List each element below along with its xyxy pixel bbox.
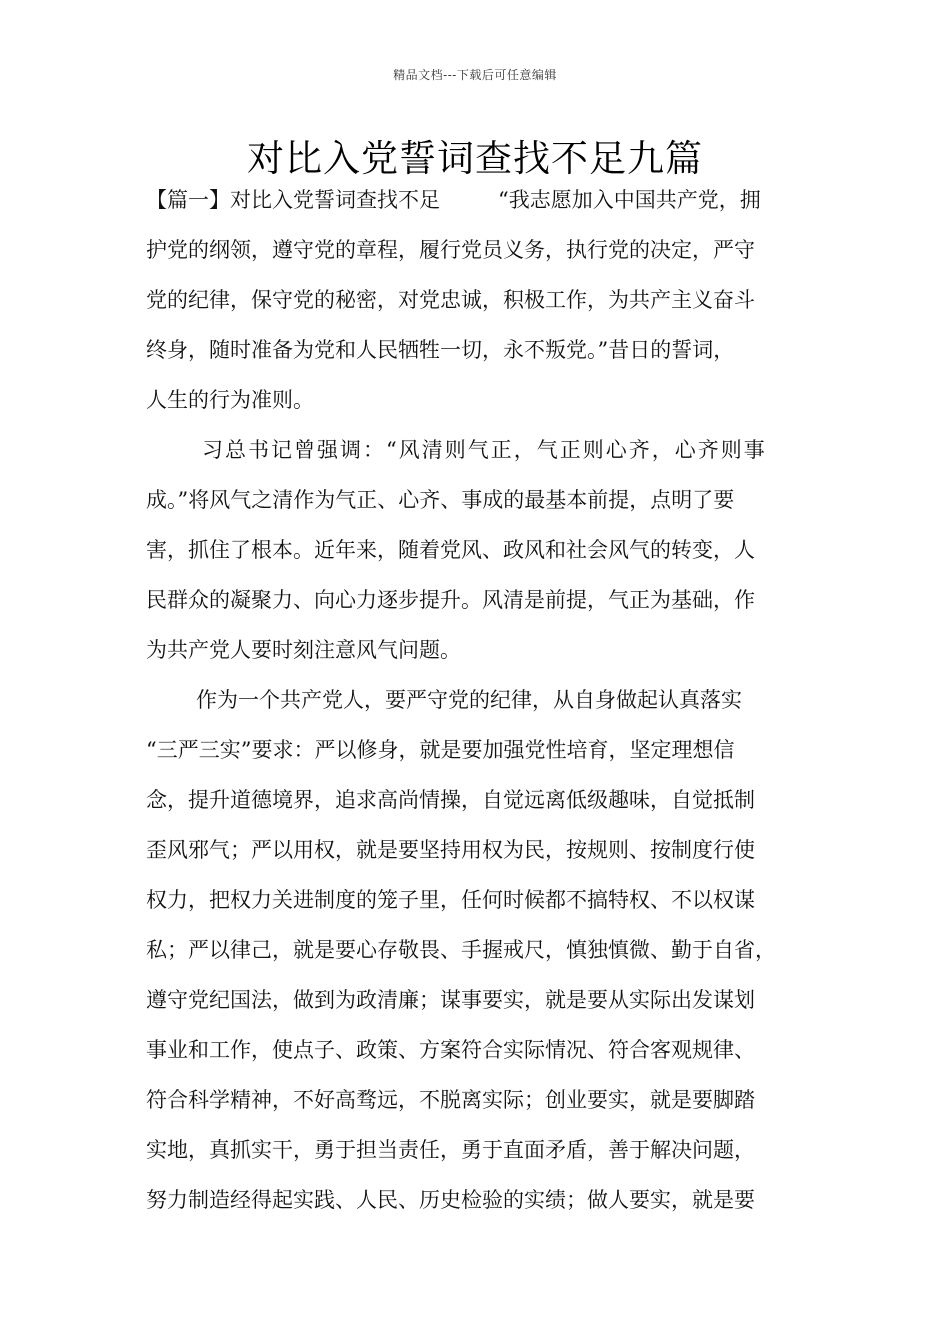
text-segment: “我志愿加入中国共产党，拥 [498,188,761,212]
text-line: 护党的纲领，遵守党的章程，履行党员义务，执行党的决定，严守 [146,238,755,262]
text-line: 歪风邪气；严以用权，就是要坚持用权为民，按规则、按制度行使 [146,838,755,862]
text-line: 私；严以律己，就是要心存敬畏、手握戒尺，慎独慎微、勤于自省， [146,938,776,962]
text-line [146,178,810,228]
text-line: 符合科学精神，不好高骛远，不脱离实际；创业要实，就是要脚踏 [146,1088,755,1112]
text-line: 人生的行为准则。 [146,388,314,412]
text-line: “三严三实”要求：严以修身，就是要加强党性培育，坚定理想信 [146,738,735,762]
text-line: 遵守党纪国法，做到为政清廉；谋事要实，就是要从实际出发谋划 [146,988,755,1012]
text-line: 党的纪律，保守党的秘密，对党忠诚，积极工作，为共产主义奋斗 [146,288,755,312]
text-line: 害，抓住了根本。近年来，随着党风、政风和社会风气的转变，人 [146,538,755,562]
text-line: 事业和工作，使点子、政策、方案符合实际情况、符合客观规律、 [146,1038,755,1062]
text-line: 念，提升道德境界，追求高尚情操，自觉远离低级趣味，自觉抵制 [146,788,755,812]
text-line: 作为一个共产党人，要严守党的纪律，从自身做起认真落实 [196,688,742,712]
text-line: 努力制造经得起实践、人民、历史检验的实绩；做人要实，就是要 [146,1188,755,1212]
body-text [146,178,810,1228]
text-line: 成。”将风气之清作为气正、心齐、事成的最基本前提，点明了要 [146,488,735,512]
text-line: 实地，真抓实干，勇于担当责任，勇于直面矛盾，善于解决问题， [146,1138,755,1162]
text-line: 终身，随时准备为党和人民牺牲一切，永不叛党。”昔日的誓词， [146,338,735,362]
text-line: 习总书记曾强调：“风清则气正，气正则心齐，心齐则事 [202,438,767,462]
text-line: 为共产党人要时刻注意风气问题。 [146,638,461,662]
text-line: 民群众的凝聚力、向心力逐步提升。风清是前提，气正为基础，作 [146,588,755,612]
page-title: 对比入党誓词查找不足九篇 [247,137,703,180]
text-line: 权力，把权力关进制度的笼子里，任何时候都不搞特权、不以权谋 [146,888,755,912]
section-heading: 【篇一】对比入党誓词查找不足 [146,188,440,212]
header-note: 精品文档---下载后可任意编辑 [393,68,557,82]
